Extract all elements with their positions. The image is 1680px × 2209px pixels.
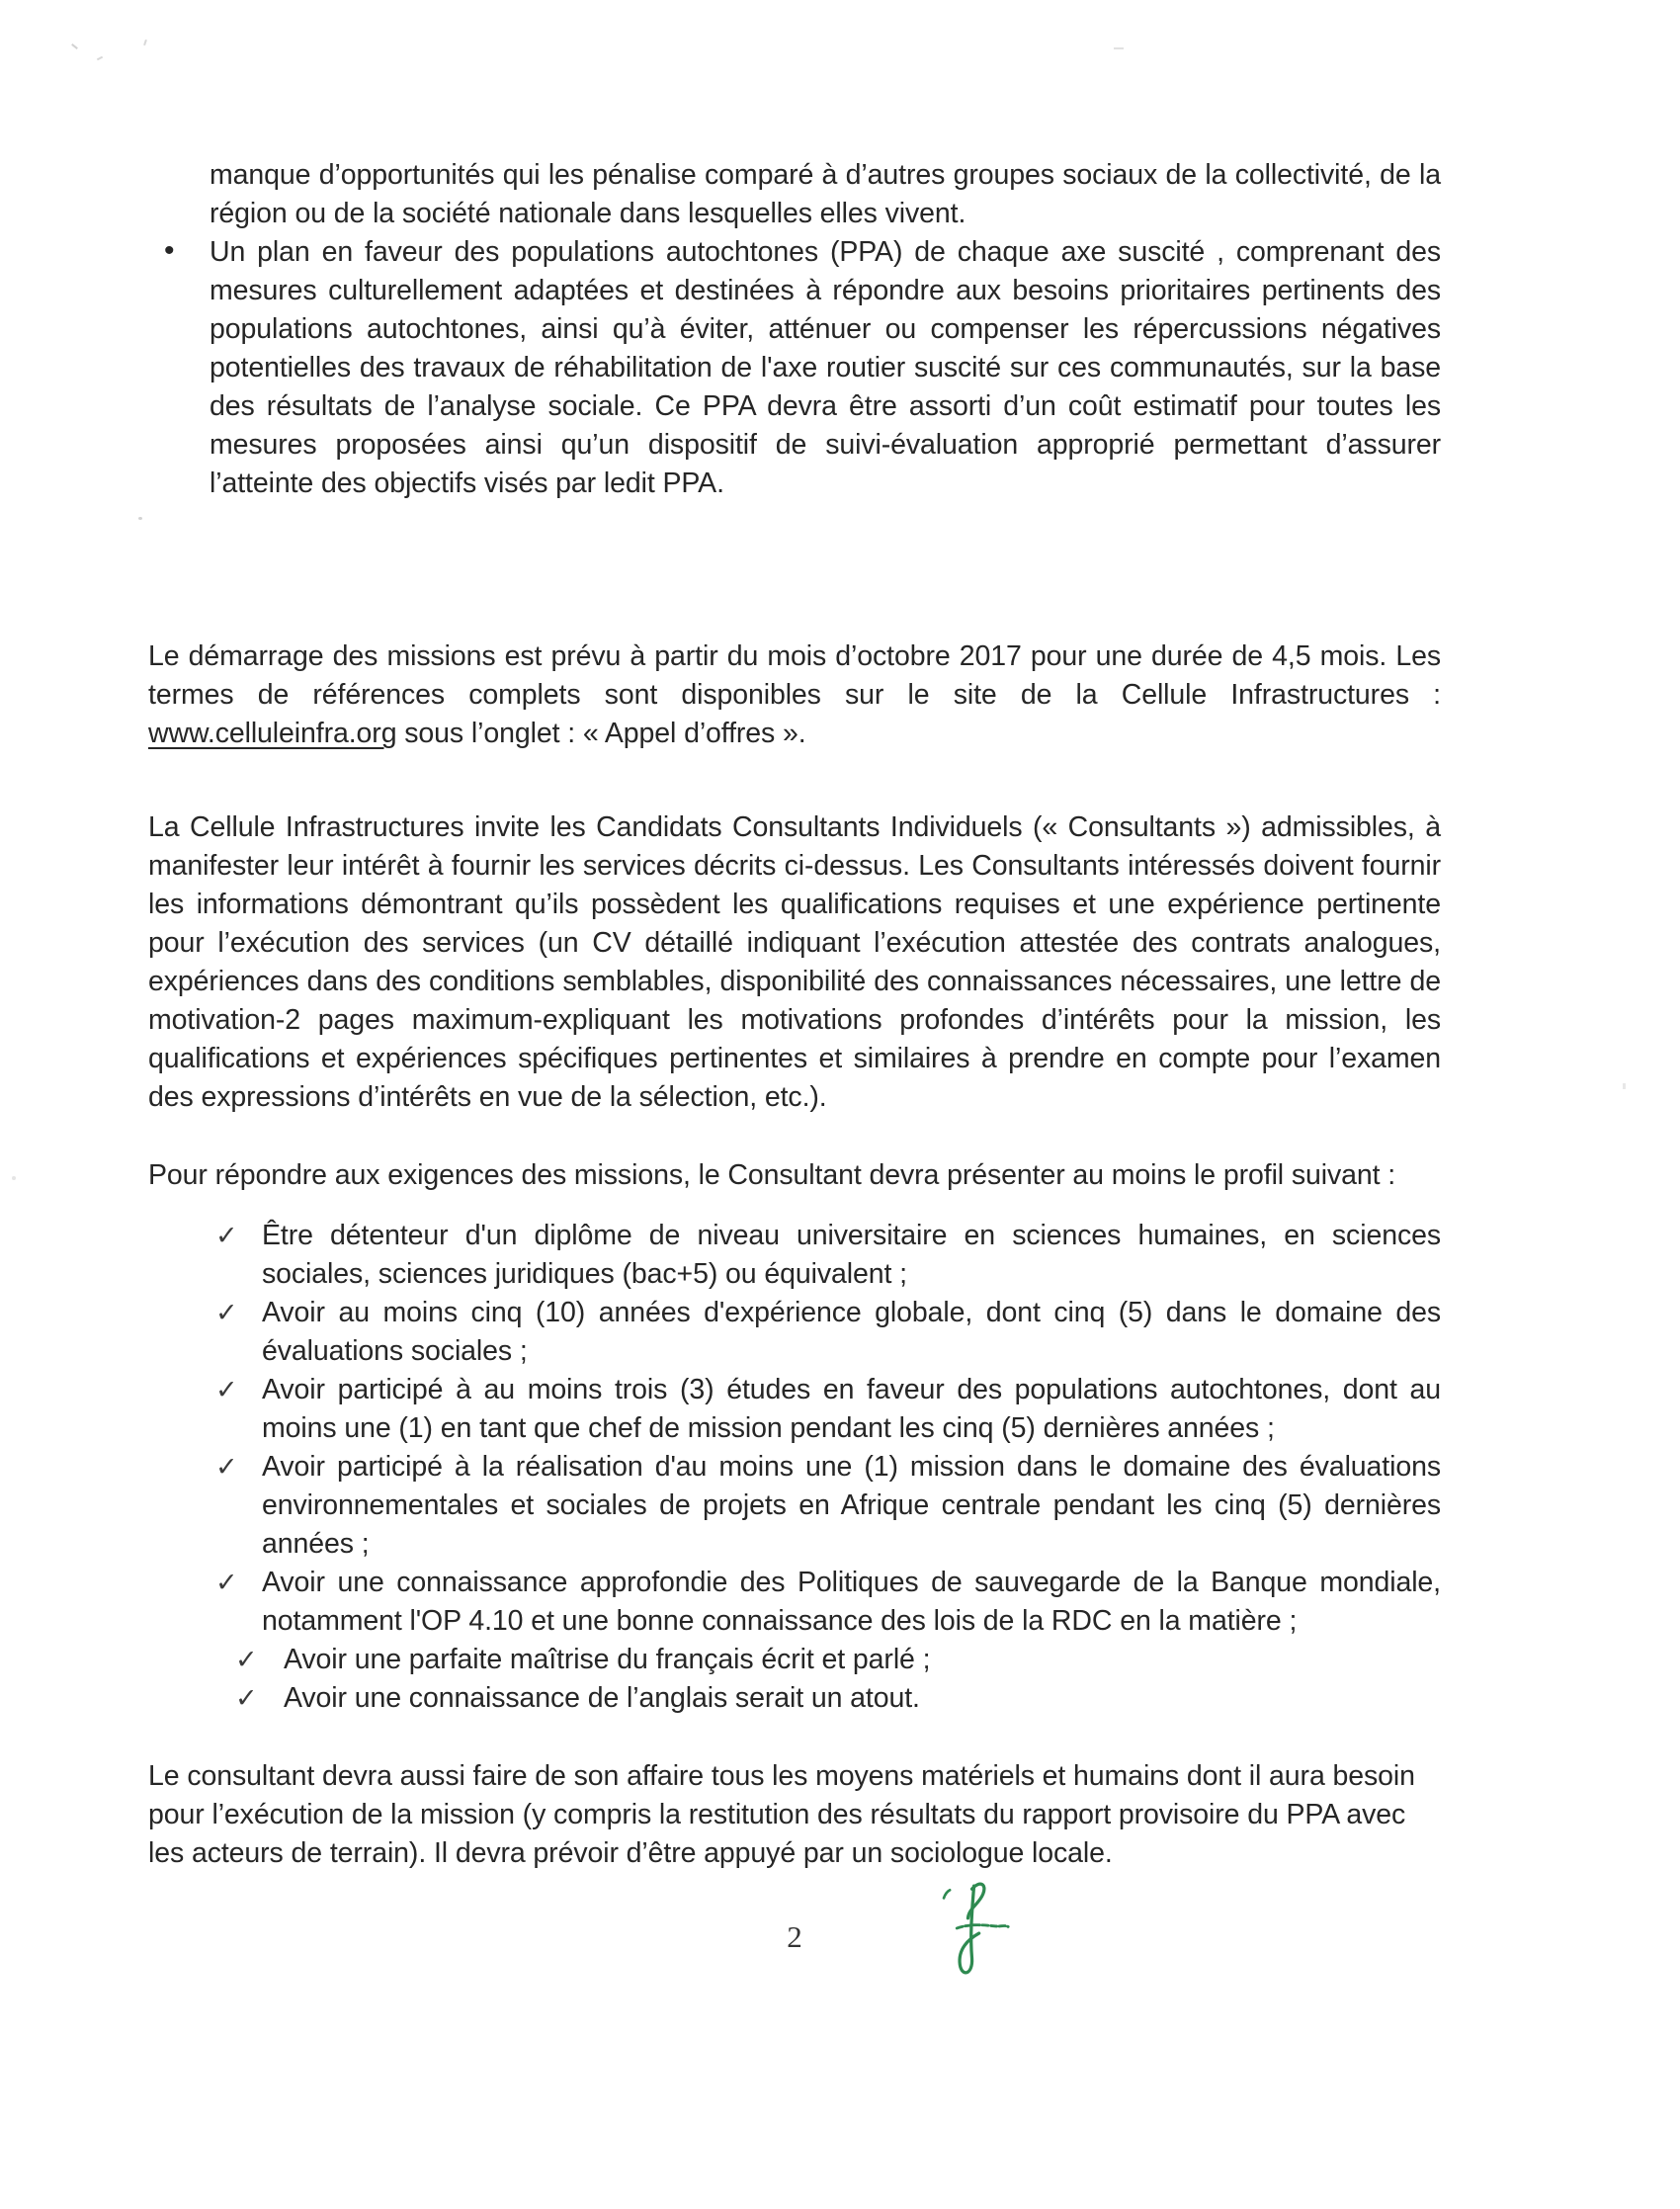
demarrage-text-before: Le démarrage des missions est prévu à partir du mois d’octobre 2017 pour une durée de 4,5 mois. Les termes de références complets sont disponibles sur le site de la Cellule Infrastructures : (148, 640, 1441, 711)
website-link: www.celluleinfra.org (148, 718, 397, 749)
page-footer (148, 1917, 1441, 2036)
checkmark-icon: ✓ (215, 1375, 238, 1404)
requirements-list (148, 1217, 1441, 1718)
paragraph-demarrage (148, 637, 1441, 753)
checkmark-icon: ✓ (235, 1645, 258, 1674)
paragraph-profil: Pour répondre aux exigences des missions, le Consultant devra présenter au moins le profil suivant : (148, 1159, 1396, 1191)
requirement-text: Avoir au moins cinq (10) années d'expérience globale, dont cinq (5) dans le domaine des évaluations sociales ; (262, 1297, 1441, 1367)
requirement-item (148, 1448, 1441, 1564)
scan-artifact (143, 40, 147, 45)
requirement-item (148, 1371, 1441, 1448)
demarrage-text-after: sous l’onglet : « Appel d’offres ». (396, 718, 806, 749)
page-content (148, 156, 1441, 2036)
checkmark-icon: ✓ (215, 1298, 238, 1327)
requirement-text: Avoir une connaissance de l’anglais serait un atout. (284, 1682, 920, 1714)
requirement-item (148, 1294, 1441, 1371)
page-number: 2 (787, 1919, 802, 1954)
requirement-text: Être détenteur d'un diplôme de niveau universitaire en sciences humaines, en sciences sociales, sciences juridiques (bac+5) ou équivalent ; (262, 1220, 1441, 1290)
requirement-item (148, 1641, 1441, 1679)
checkmark-icon: ✓ (215, 1221, 238, 1250)
scan-artifact (1623, 1083, 1626, 1089)
requirement-text: Avoir participé à la réalisation d'au moins une (1) mission dans le domaine des évaluations environnementales et sociales de projets en Afrique centrale pendant les cinq (5) dernières années ; (262, 1451, 1441, 1560)
requirement-item (148, 1679, 1441, 1718)
paragraph-final: Le consultant devra aussi faire de son affaire tous les moyens matériels et humains dont il aura besoin pour l’exécution de la mission (y compris la restitution des résultats du rapport provisoire du PPA avec les acteurs de terrain). Il devra prévoir d’être appuyé par un sociologue locale. (148, 1760, 1415, 1869)
bullet-continuation-text: manque d’opportunités qui les pénalise comparé à d’autres groupes sociaux de la collectivité, de la région ou de la société nationale dans lesquelles elles vivent. (210, 159, 1441, 229)
paragraph-invitation: La Cellule Infrastructures invite les Candidats Consultants Individuels (« Consultants ») admissibles, à manifester leur intérêt à fournir les services décrits ci-dessus. Les Consultants intéressés doivent fournir les informations démontrant qu’ils possèdent les qualifications requises et une expérience pertinente pour l’exécution des services (un CV détaillé indiquant l’exécution attestée des contrats analogues, expériences dans des conditions semblables, disponibilité des connaissances nécessaires, une lettre de motivation-2 pages maximum-expliquant les motivations profondes d’intérêts pour la mission, les qualifications et expériences spécifiques pertinentes et similaires à prendre en compte pour l’examen des expressions d’intérêts en vue de la sélection, etc.). (148, 811, 1441, 1113)
requirement-text: Avoir participé à au moins trois (3) études en faveur des populations autochtones, dont au moins une (1) en tant que chef de mission pendant les cinq (5) dernières années ; (262, 1374, 1441, 1444)
signature (927, 1876, 1014, 1987)
checkmark-icon: ✓ (235, 1683, 258, 1713)
bullet-icon: • (164, 234, 175, 267)
scan-artifact (1114, 47, 1124, 49)
bullet-item-text: Un plan en faveur des populations autochtones (PPA) de chaque axe suscité , comprenant des mesures culturellement adaptées et destinées à répondre aux besoins prioritaires pertinents des populations autochtones, ainsi qu’à éviter, atténuer ou compenser les répercussions négatives potentielles des travaux de réhabilitation de l'axe routier suscité sur ces communautés, sur la base des résultats de l’analyse sociale. Ce PPA devra être assorti d’un coût estimatif pour toutes les mesures proposées ainsi qu’un dispositif de suivi-évaluation approprié permettant d’assurer l’atteinte des objectifs visés par ledit PPA. (210, 236, 1441, 499)
checkmark-icon: ✓ (215, 1568, 238, 1597)
scan-artifact (71, 43, 78, 49)
requirement-text: Avoir une parfaite maîtrise du français écrit et parlé ; (284, 1644, 931, 1675)
requirement-item (148, 1564, 1441, 1641)
bullet-item (148, 233, 1441, 503)
checkmark-icon: ✓ (215, 1452, 238, 1482)
scan-artifact (97, 56, 103, 61)
scan-artifact (138, 517, 142, 520)
scan-artifact (12, 1176, 16, 1180)
requirement-text: Avoir une connaissance approfondie des Politiques de sauvegarde de la Banque mondiale, notamment l'OP 4.10 et une bonne connaissance des lois de la RDC en la matière ; (262, 1567, 1441, 1637)
requirement-item (148, 1217, 1441, 1294)
